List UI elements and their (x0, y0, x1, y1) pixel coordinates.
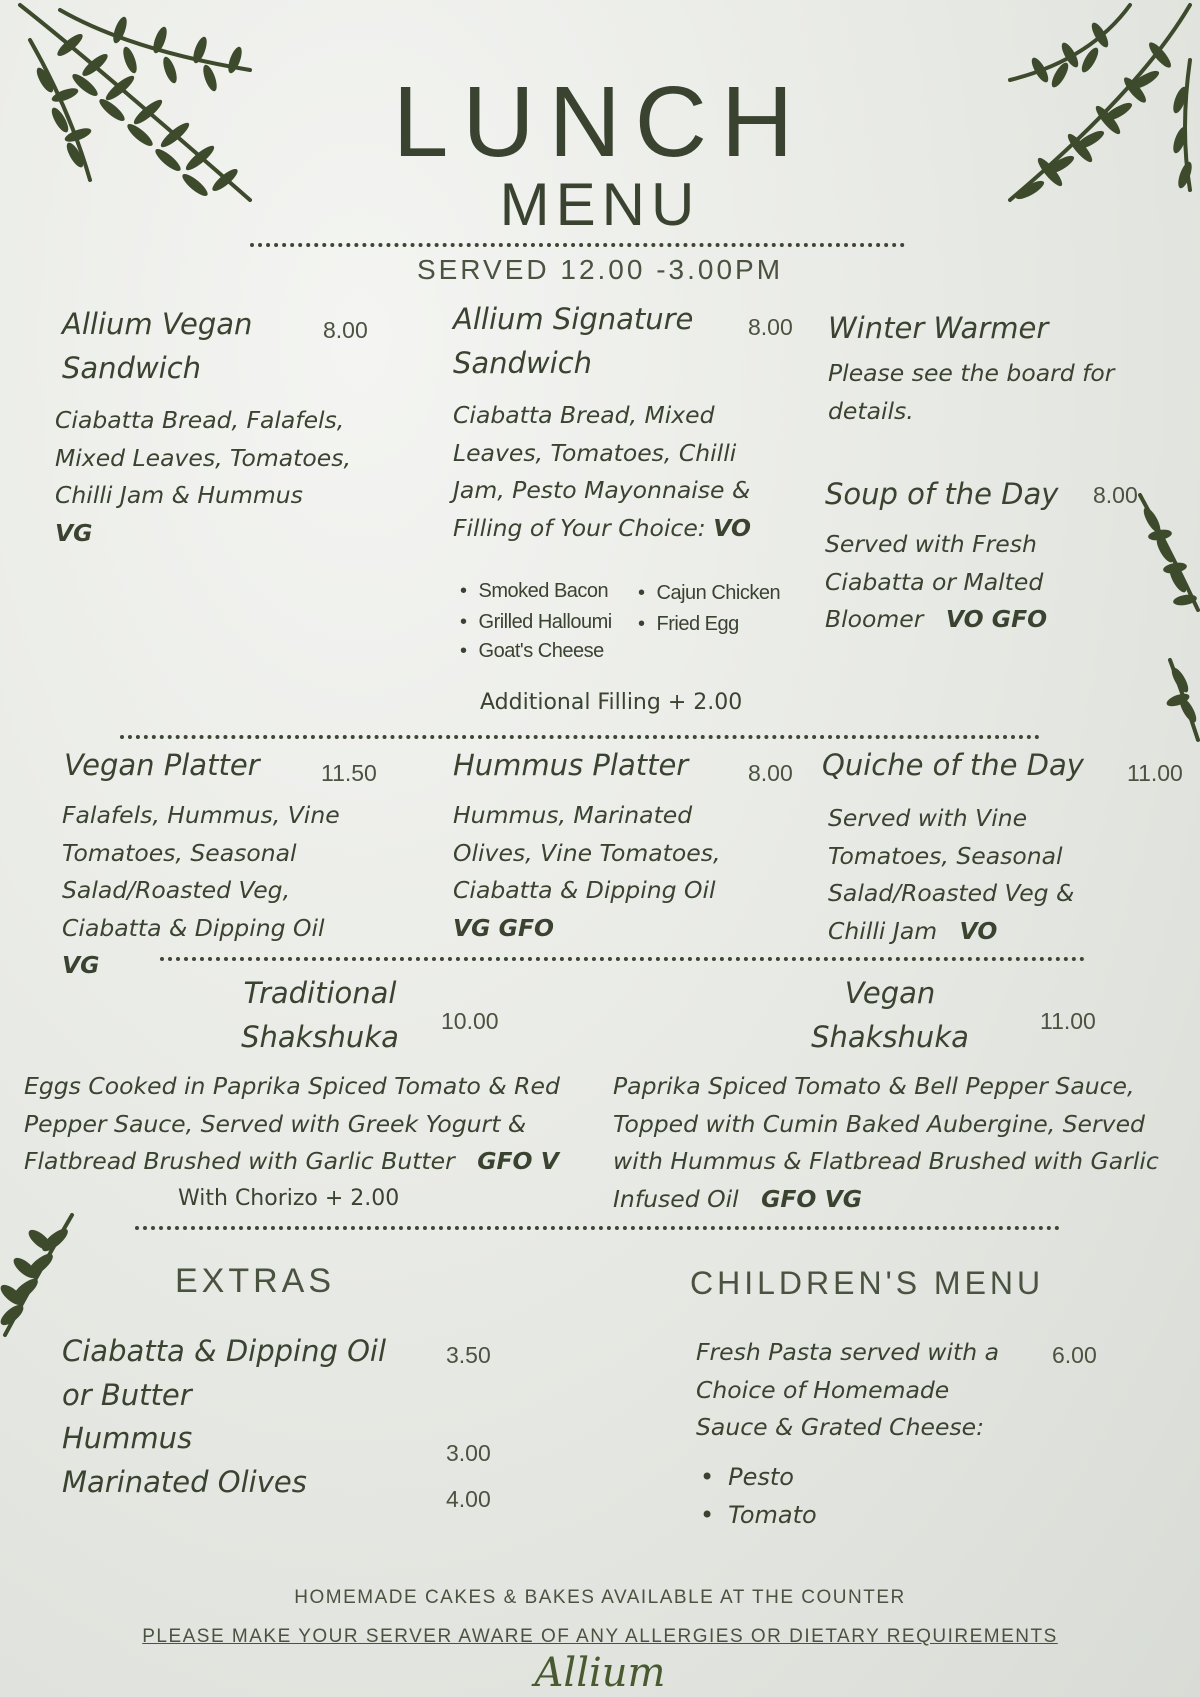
divider (250, 243, 905, 247)
dish-description: Served with Vine Tomatoes, Seasonal Salad/Roasted Veg & Chilli Jam VO (828, 804, 1075, 945)
diet-tag: VG (55, 518, 93, 547)
menu-title: LUNCH (392, 66, 808, 178)
allergy-notice: PLEASE MAKE YOUR SERVER AWARE OF ANY ALLERGIES OR DIETARY REQUIREMENTS (142, 1626, 1058, 1647)
dish-name: Quiche of the Day (822, 748, 1084, 782)
diet-tag: VO (959, 916, 998, 945)
served-hours: SERVED 12.00 -3.00PM (416, 254, 784, 285)
diet-tag: GFO V (477, 1147, 559, 1176)
childrens-price: 6.00 (1052, 1342, 1097, 1368)
diet-tag: VO GFO (945, 605, 1048, 634)
dish-description: Ciabatta Bread, Mixed Leaves, Tomatoes, Chilli Jam, Pesto Mayonnaise & Filling of Your Choice: VO (453, 401, 751, 542)
diet-tag: VG GFO (453, 913, 554, 942)
dish-price: 8.00 (748, 314, 793, 340)
dish-price: 8.00 (1093, 482, 1138, 508)
additional-filling: Additional Filling + 2.00 (480, 690, 743, 715)
dish-price: 11.50 (321, 760, 377, 786)
filling-option: • Cajun Chicken (638, 582, 780, 605)
childrens-description: Fresh Pasta served with a Choice of Homemade Sauce & Grated Cheese: (696, 1338, 999, 1442)
leaf-sprig-right-icon (1130, 490, 1200, 750)
dish-description: Hummus, Marinated Olives, Vine Tomatoes, Ciabatta & Dipping Oil VG GFO (453, 797, 720, 947)
extra-price: 4.00 (446, 1486, 491, 1512)
diet-tag: VG (62, 951, 100, 980)
dish-name: Soup of the Day (825, 477, 1059, 511)
filling-option: • Grilled Halloumi (460, 611, 612, 634)
filling-option: • Fried Egg (638, 613, 739, 636)
pasta-sauce-option: • Tomato (700, 1501, 817, 1529)
filling-option: • Smoked Bacon (460, 580, 608, 603)
dish-name: Allium Signature Sandwich (453, 302, 694, 380)
dish-description: Served with Fresh Ciabatta or Malted Bloomer VO GFO (825, 530, 1048, 634)
dish-name: Winter Warmer (828, 311, 1049, 345)
dish-price: 10.00 (441, 1008, 499, 1034)
dish-name: Allium Vegan Sandwich (62, 307, 253, 385)
dish-name: Hummus Platter (453, 748, 689, 782)
extra-price: 3.00 (446, 1440, 491, 1466)
dish-price: 11.00 (1040, 1008, 1096, 1034)
extra-item: Ciabatta & Dipping Oil or Butter Hummus Marinated Olives (62, 1334, 387, 1499)
brand-logo: Allium (534, 1650, 666, 1696)
childrens-menu-heading: CHILDREN'S MENU (690, 1265, 1045, 1301)
menu-subtitle: MENU (499, 171, 701, 238)
diet-tag: VO (713, 513, 751, 542)
dish-name: Traditional Shakshuka (241, 976, 399, 1054)
chorizo-extra: With Chorizo + 2.00 (178, 1186, 400, 1211)
dish-description: Eggs Cooked in Paprika Spiced Tomato & Red Pepper Sauce, Served with Greek Yogurt & Flatbread Brushed with Garlic Butter GFO V (24, 1072, 560, 1176)
divider (135, 1226, 1060, 1230)
filling-option: • Goat's Cheese (460, 640, 604, 663)
dish-description: Ciabatta Bread, Falafels, Mixed Leaves, Tomatoes, Chilli Jam & Hummus VG (55, 402, 351, 552)
divider (160, 957, 1085, 961)
extras-heading: EXTRAS (175, 1262, 336, 1300)
dish-description: Paprika Spiced Tomato & Bell Pepper Sauce, Topped with Cumin Baked Aubergine, Served with Hummus & Flatbread Brushed with Garlic Infused Oil GFO VG (613, 1072, 1159, 1213)
extra-price: 3.50 (446, 1342, 491, 1368)
dish-name: Vegan Platter (64, 748, 260, 782)
dish-description: Falafels, Hummus, Vine Tomatoes, Seasonal Salad/Roasted Veg, Ciabatta & Dipping Oil VG (62, 797, 340, 985)
divider (120, 735, 1040, 739)
pasta-sauce-option: • Pesto (700, 1463, 794, 1491)
dish-price: 8.00 (323, 317, 368, 343)
dish-name: Vegan Shakshuka (811, 976, 969, 1054)
dish-description: Please see the board for details. (828, 359, 1115, 425)
dish-price: 11.00 (1127, 760, 1183, 786)
diet-tag: GFO VG (761, 1184, 863, 1213)
dish-price: 8.00 (748, 760, 793, 786)
leaf-sprig-left-icon (0, 1210, 80, 1340)
cakes-notice: HOMEMADE CAKES & BAKES AVAILABLE AT THE COUNTER (294, 1587, 906, 1608)
